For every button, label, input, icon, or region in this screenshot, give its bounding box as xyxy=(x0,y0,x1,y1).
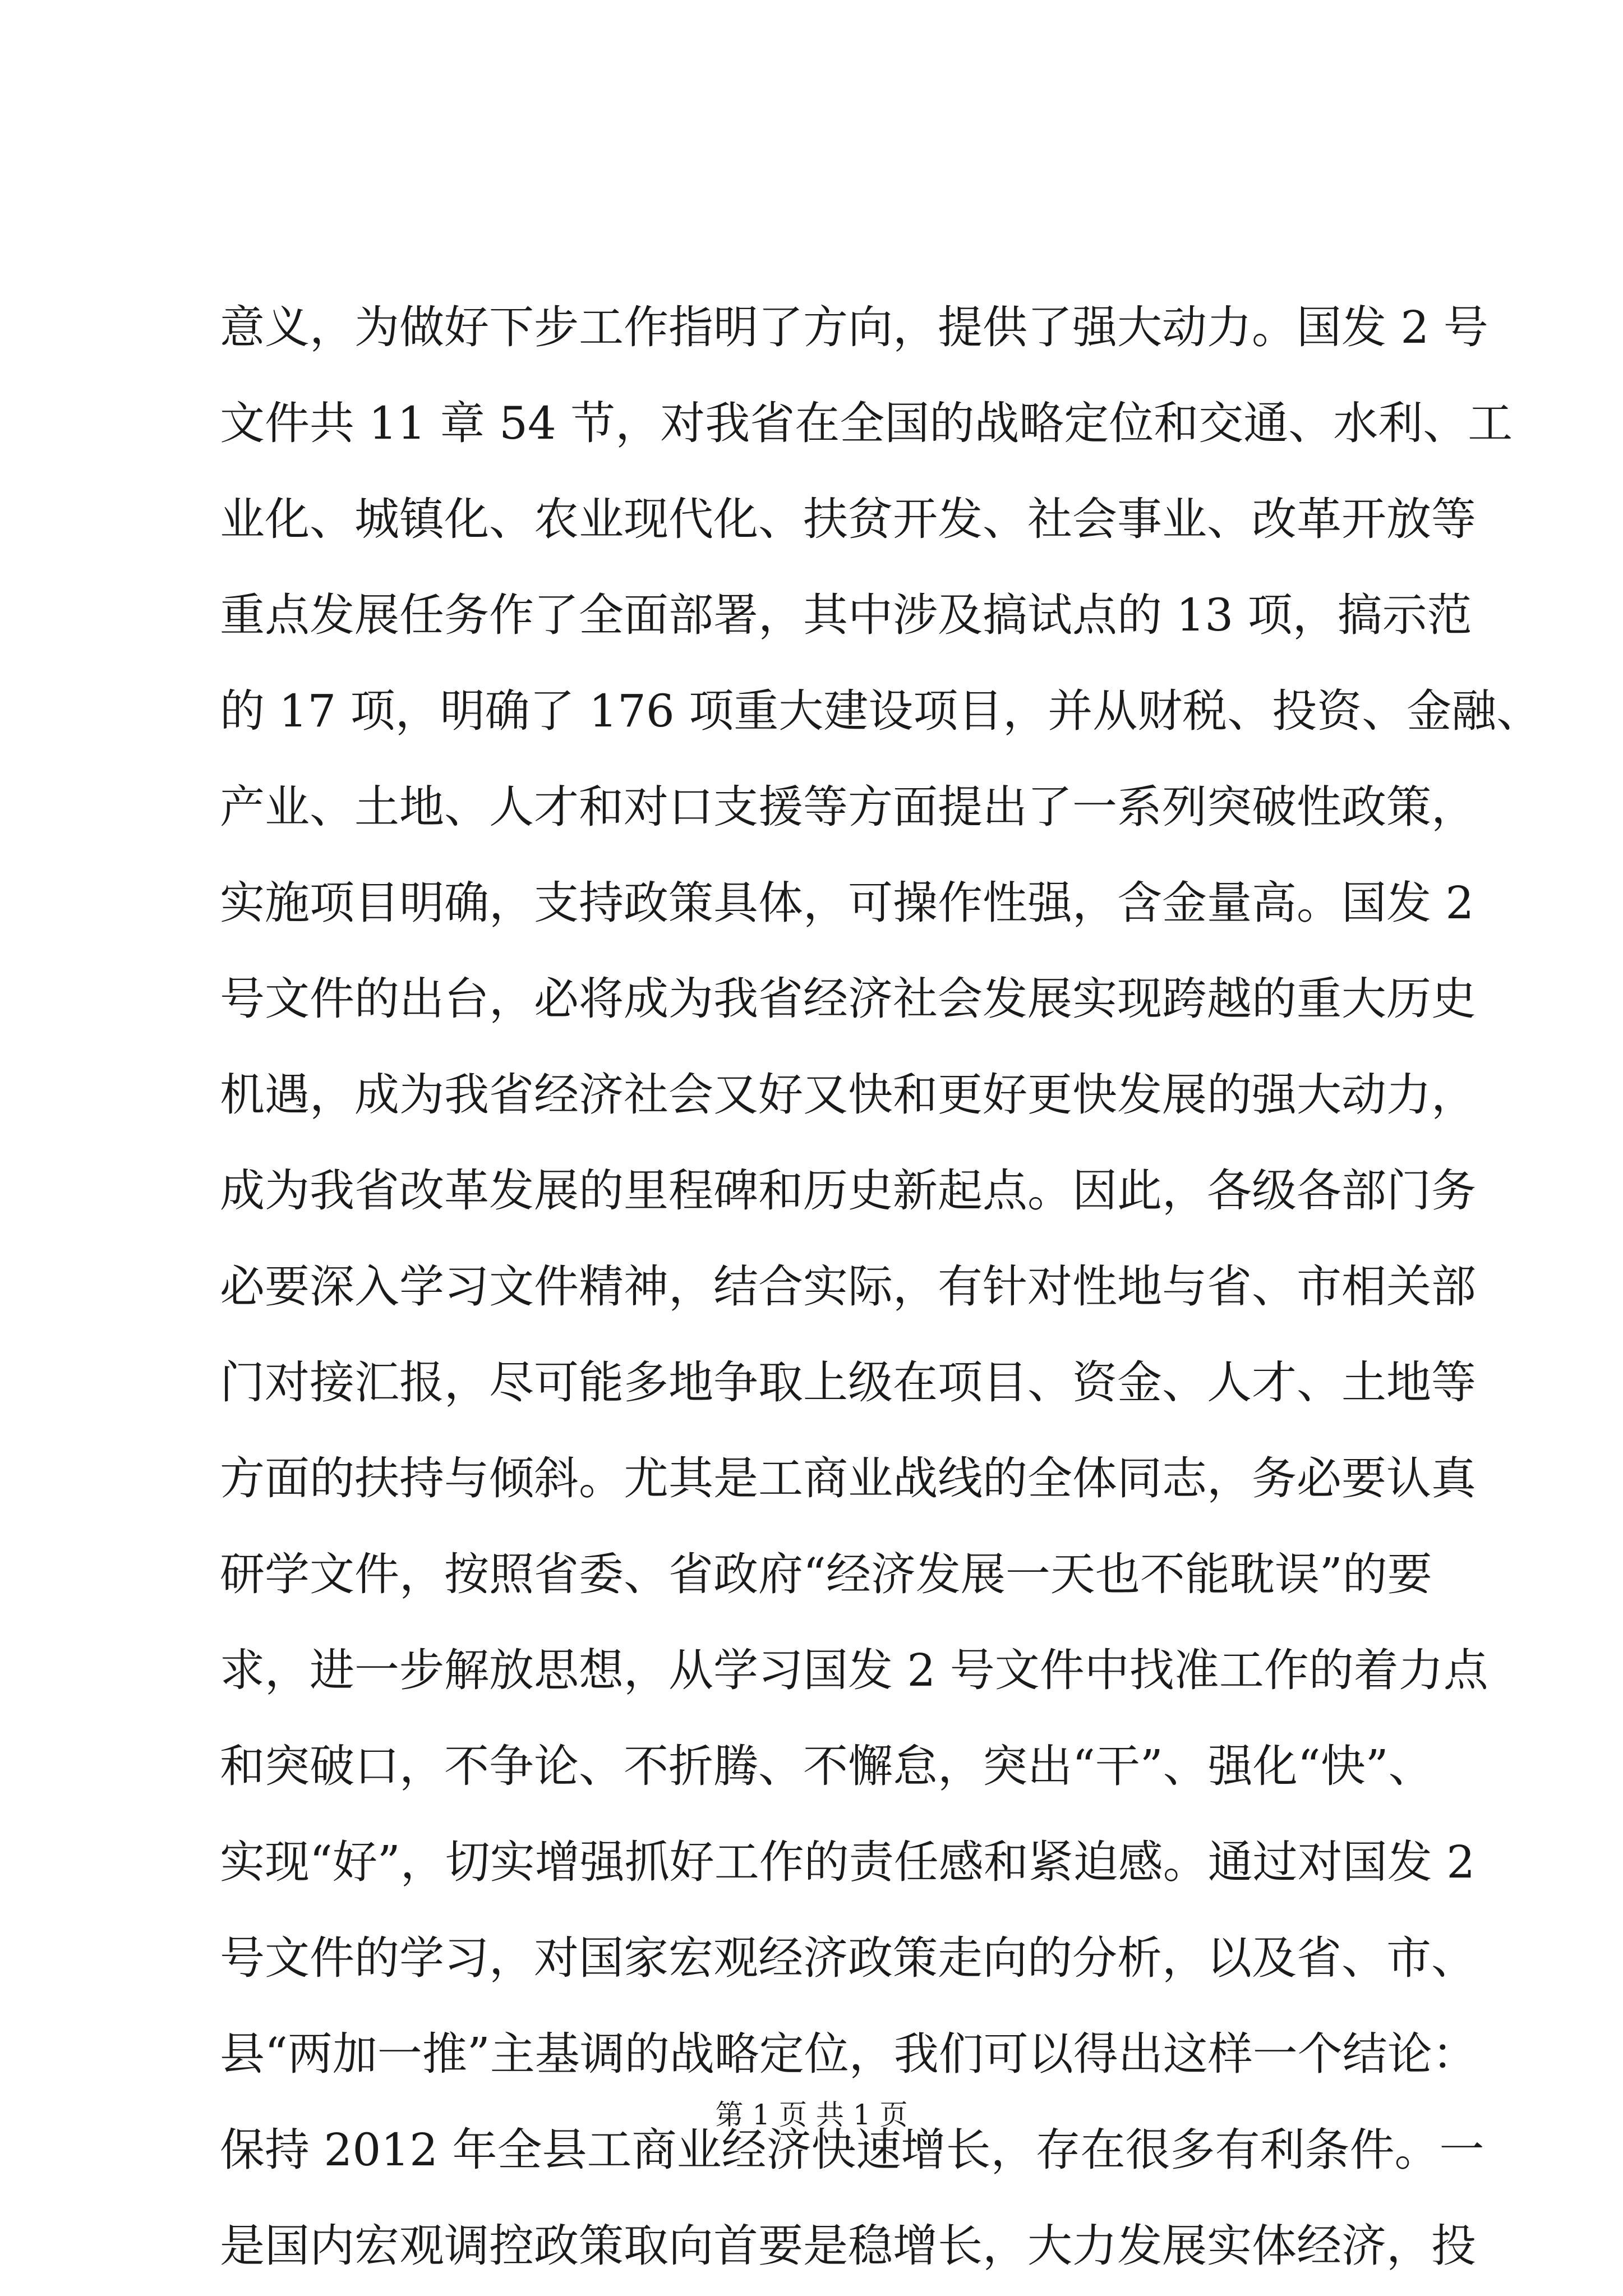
text-line: 机遇，成为我省经济社会又好又快和更好更快发展的强大动力， xyxy=(220,1069,1476,1121)
text-line: 实施项目明确，支持政策具体，可操作性强，含金量高。国发 2 xyxy=(220,877,1474,929)
text-line: 业化、城镇化、农业现代化、扶贫开发、社会事业、改革开放等 xyxy=(220,493,1476,545)
text-line: 和突破口，不争论、不折腾、不懈怠，突出“干”、强化“快”、 xyxy=(220,1740,1433,1792)
text-line: 方面的扶持与倾斜。尤其是工商业战线的全体同志，务必要认真 xyxy=(220,1452,1476,1504)
text-line: 号文件的学习，对国家宏观经济政策走向的分析，以及省、市、 xyxy=(220,1932,1476,1984)
text-line: 号文件的出台，必将成为我省经济社会发展实现跨越的重大历史 xyxy=(220,973,1476,1025)
text-line: 产业、土地、人才和对口支援等方面提出了一系列突破性政策， xyxy=(220,781,1476,833)
text-line: 研学文件，按照省委、省政府“经济发展一天也不能耽误”的要 xyxy=(220,1548,1432,1600)
text-line: 重点发展任务作了全面部署，其中涉及搞试点的 13 项，搞示范 xyxy=(220,589,1472,641)
text-line: 意义，为做好下步工作指明了方向，提供了强大动力。国发 2 号 xyxy=(220,301,1488,353)
text-line: 县“两加一推”主基调的战略定位，我们可以得出这样一个结论： xyxy=(220,2028,1477,2080)
text-line: 求，进一步解放思想，从学习国发 2 号文件中找准工作的着力点 xyxy=(220,1644,1488,1696)
text-line: 必要深入学习文件精神，结合实际，有针对性地与省、市相关部 xyxy=(220,1260,1476,1313)
text-line: 门对接汇报，尽可能多地争取上级在项目、资金、人才、土地等 xyxy=(220,1356,1476,1409)
text-line: 的 17 项，明确了 176 项重大建设项目，并从财税、投资、金融、 xyxy=(220,685,1542,737)
text-line: 成为我省改革发展的里程碑和历史新起点。因此，各级各部门务 xyxy=(220,1165,1476,1217)
text-line: 实现“好”，切实增强抓好工作的责任感和紧迫感。通过对国发 2 xyxy=(220,1836,1476,1888)
text-line: 是国内宏观调控政策取向首要是稳增长，大力发展实体经济，投 xyxy=(220,2220,1476,2272)
body-paragraph xyxy=(220,279,1542,2294)
text-line: 文件共 11 章 54 节，对我省在全国的战略定位和交通、水利、工 xyxy=(220,397,1513,449)
page-footer: 第 1 页 共 1 页 xyxy=(715,2099,908,2131)
text-line: 保持 2012 年全县工商业经济快速增长，存在很多有利条件。一 xyxy=(220,2124,1484,2176)
